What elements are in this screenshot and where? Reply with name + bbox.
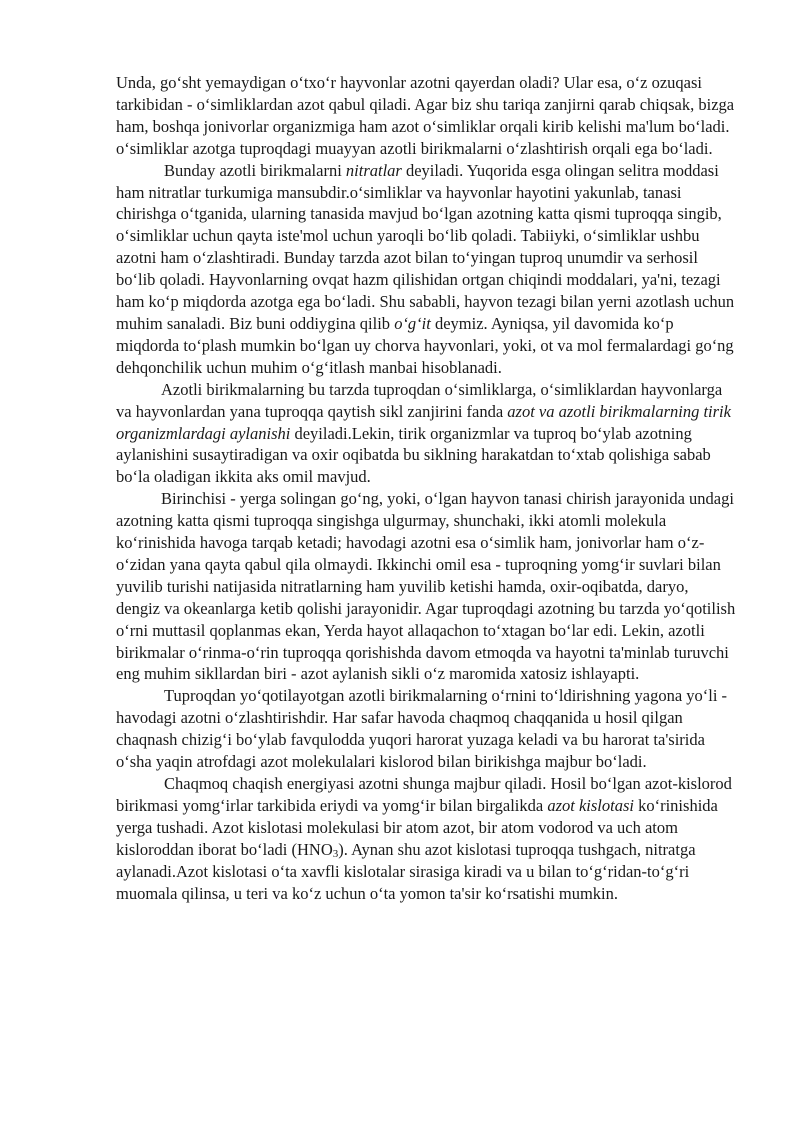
paragraph-3-text-b: deyiladi.Lekin, tirik organizmlar va tuproq bo‘ylab azotning aylanishini susaytiradigan va oxir oqibatda bu siklning harakatdan to‘xtab qolishiga sabab bo‘la oladigan ikkita aks omil mavjud. [116, 423, 711, 487]
paragraph-6 [116, 773, 736, 904]
paragraph-5: Tuproqdan yo‘qotilayotgan azotli birikmalarning o‘rnini to‘ldirishning yagona yo‘li - havodagi azotni o‘zlashtirishdir. Har safar havoda chaqmoq chaqqanida u hosil qilgan chaqnash chizig‘i bo‘ylab favqulodda yuqori harorat yuzaga keladi va bu harorat ta'sirida o‘sha yaqin atrofdagi azot molekulalari kislorod bilan birikishga majbur bo‘ladi. [116, 686, 728, 772]
paragraph-4: Birinchisi - yerga solingan go‘ng, yoki, o‘lgan hayvon tanasi chirish jarayonida undagi azotning katta qismi tuproqqa singishga ulgurmay, shunchaki, ikki atomli molekula ko‘rinishida havoga tarqab ketadi; havodagi azotni esa o‘simlik ham, jonivorlar ham o‘z-o‘zidan yana qayta qabul qila olmaydi. Ikkinchi omil esa - tuproqning yomg‘ir suvlari bilan yuvilib turishi natijasida nitratlarning ham yuvilib ketishi hamda, oxir-oqibatda, daryo, dengiz va okeanlarga ketib qolishi jarayonidir. Agar tuproqdagi azotning bu tarzda yo‘qotilish o‘rni muttasil qoplanmas ekan, Yerda hayot allaqachon to‘xtagan bo‘lar edi. Lekin, azotli birikmalar o‘rinma-o‘rin tuproqqa qorishishda davom etmoqda va hayotni ta'minlab turuvchi eng muhim sikllardan biri - azot aylanish sikli o‘z maromida xatosiz ishlayapti. [116, 489, 736, 684]
paragraph-2-text-a: Bunday azotli birikmalarni [164, 160, 346, 180]
paragraph-3 [116, 379, 736, 489]
term-nitratlar: nitratlar [345, 160, 402, 180]
paragraph-2-text-c: deymiz. Ayniqsa, yil davomida ko‘p miqdorda to‘plash mumkin bo‘lgan uy chorva hayvonlari, yoki, ot va mol fermalardagi go‘ng dehqonchilik uchun muhim o‘g‘itlash manbai hisoblanadi. [116, 313, 734, 377]
subscript-3: 3 [332, 847, 339, 860]
paragraph-1: Unda, go‘sht yemaydigan o‘txo‘r hayvonlar azotni qayerdan oladi? Ular esa, o‘z ozuqasi tarkibidan - o‘simliklardan azot qabul qiladi. Agar biz shu tariqa zanjirni qarab chiqsak, bizga ham, boshqa jonivorlar organizmiga ham azot o‘simliklar orqali kirib kelishi ma'lum bo‘ladi. o‘simliklar azotga tuproqdagi muayyan azotli birikmalarni o‘zlashtirish orqali ega bo‘ladi. [116, 73, 735, 158]
term-azot-aylanishi: azot va azotli birikmalarning tirik organizmlardagi aylanishi [116, 401, 731, 443]
term-azot-kislotasi: azot kislotasi [547, 795, 634, 815]
term-ogit: o‘g‘it [394, 313, 431, 333]
paragraph-6-text-b: ko‘rinishida yerga tushadi. Azot kislotasi molekulasi bir atom azot, bir atom vodorod va uch atom kisloroddan iborat bo‘ladi (HNO [116, 795, 718, 859]
document-page [116, 72, 736, 904]
paragraph-3-text-a: Azotli birikmalarning bu tarzda tuproqdan o‘simliklarga, o‘simliklardan hayvonlarga va hayvonlardan yana tuproqqa qaytish sikl zanjirini fanda [116, 379, 723, 421]
paragraph-6-text-c: ). Aynan shu azot kislotasi tuproqqa tushgach, nitratga aylanadi.Azot kislotasi o‘ta xavfli kislotalar sirasiga kiradi va u bilan to‘g‘ridan-to‘g‘ri muomala qilinsa, u teri va ko‘z uchun o‘ta yomon ta'sir ko‘rsatishi mumkin. [116, 839, 696, 903]
paragraph-2 [116, 160, 736, 379]
paragraph-6-text-a: Chaqmoq chaqish energiyasi azotni shunga majbur qiladi. Hosil bo‘lgan azot-kislorod birikmasi yomg‘irlar tarkibida eriydi va yomg‘ir bilan birgalikda [116, 774, 732, 815]
paragraph-2-text-b: deyiladi. Yuqorida esga olingan selitra moddasi ham nitratlar turkumiga mansubdir.o‘simliklar va hayvonlar hayotini yakunlab, tanasi chirishga o‘tganida, ularning tanasida mavjud bo‘lgan azotning katta qismi tuproqqa singib, o‘simliklar uchun qayta iste'mol uchun yaroqli bo‘lib qoladi. Tabiiyki, o‘simliklar ushbu azotni ham o‘zlashtiradi. Bunday tarzda azot bilan to‘yingan tuproq unumdir va serhosil bo‘lib qoladi. Hayvonlarning ovqat hazm qilishidan ortgan chiqindi moddalari, ya'ni, tezagi ham ko‘p miqdorda azotga ega bo‘ladi. Shu sababli, hayvon tezagi bilan yerni azotlash uchun muhim sanaladi. Biz buni oddiygina qilib [116, 160, 735, 333]
